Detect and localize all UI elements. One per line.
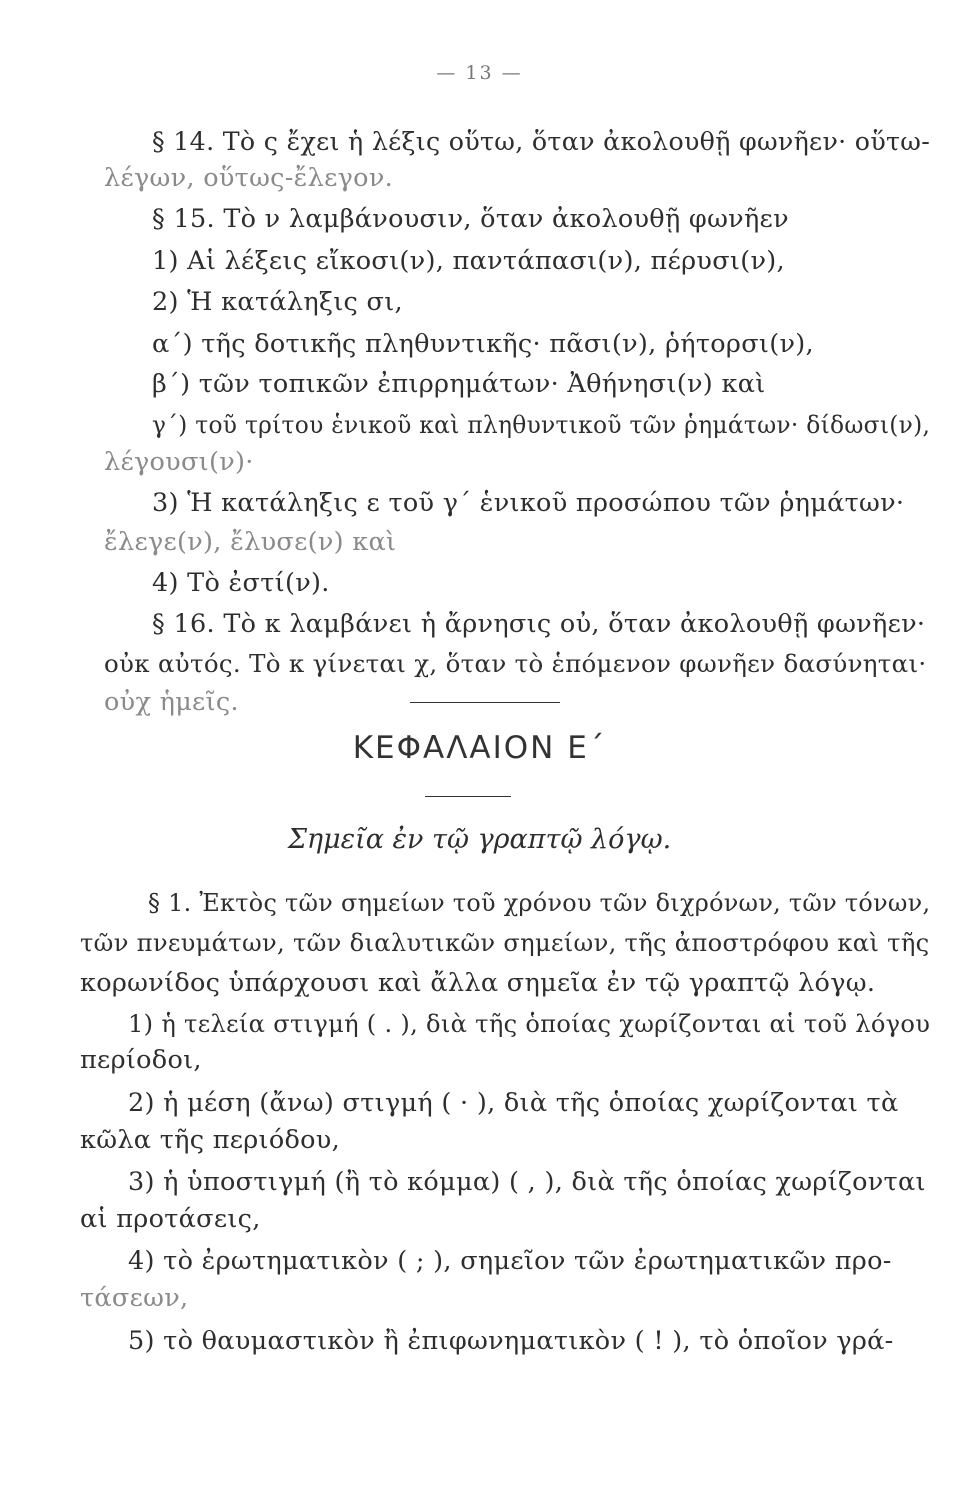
- paragraph-line: περίοδοι,: [80, 1045, 202, 1075]
- paragraph-line: γ΄) τοῦ τρίτου ἑνικοῦ καὶ πληθυντικοῦ τῶν ῥημάτων· δίδωσι(ν),: [152, 410, 931, 439]
- paragraph-line: κῶλα τῆς περιόδου,: [80, 1125, 341, 1155]
- paragraph-line: οὐχ ἡμεῖς.: [104, 687, 239, 717]
- paragraph-line: 3) Ἡ κατάληξις ε τοῦ γ΄ ἑνικοῦ προσώπου τῶν ῥημάτων·: [152, 488, 905, 518]
- paragraph-line: τῶν πνευμάτων, τῶν διαλυτικῶν σημείων, τῆς ἀποστρόφου καὶ τῆς: [80, 928, 930, 957]
- chapter-heading: ΚΕΦΑΛΑΙΟΝ Ε΄: [352, 730, 607, 766]
- paragraph-line: ἔλεγε(ν), ἔλυσε(ν) καὶ: [104, 527, 397, 557]
- paragraph-line: § 14. Τὸ ς ἔχει ἡ λέξις οὕτω, ὅταν ἀκολουθῇ φωνῆεν· οὕτω-: [152, 127, 931, 157]
- paragraph-line: 1) Αἱ λέξεις εἴκοσι(ν), παντάπασι(ν), πέρυσι(ν),: [152, 246, 785, 276]
- paragraph-line: κορωνίδος ὑπάρχουσι καὶ ἄλλα σημεῖα ἐν τῷ γραπτῷ λόγῳ.: [80, 968, 876, 998]
- paragraph-line: οὐκ αὐτός. Τὸ κ γίνεται χ, ὅταν τὸ ἑπόμενον φωνῆεν δασύνηται·: [104, 649, 927, 678]
- section-divider: [410, 702, 560, 703]
- chapter-underline: [425, 796, 511, 797]
- paragraph-line: 4) Τὸ ἐστί(ν).: [152, 568, 330, 598]
- paragraph-line: 3) ἡ ὑποστιγμή (ἢ τὸ κόμμα) ( , ), διὰ τῆς ὁποίας χωρίζονται: [128, 1167, 926, 1197]
- paragraph-line: § 1. Ἐκτὸς τῶν σημείων τοῦ χρόνου τῶν διχρόνων, τῶν τόνων,: [148, 888, 931, 917]
- paragraph-line: § 16. Τὸ κ λαμβάνει ἡ ἄρνησις οὐ, ὅταν ἀκολουθῇ φωνῆεν·: [152, 609, 926, 639]
- paragraph-line: λέγουσι(ν)·: [104, 447, 254, 477]
- chapter-subtitle: Σημεῖα ἐν τῷ γραπτῷ λόγῳ.: [287, 824, 672, 855]
- paragraph-line: τάσεων,: [80, 1283, 189, 1313]
- paragraph-line: β΄) τῶν τοπικῶν ἐπιρρημάτων· Ἀθήνησι(ν) καὶ: [152, 369, 766, 399]
- paragraph-line: 5) τὸ θαυμαστικὸν ἢ ἐπιφωνηματικὸν ( ! ), τὸ ὁποῖον γρά-: [128, 1326, 894, 1356]
- paragraph-line: 2) ἡ μέση (ἄνω) στιγμή ( · ), διὰ τῆς ὁποίας χωρίζονται τὰ: [128, 1088, 899, 1118]
- paragraph-line: λέγων, οὕτως-ἔλεγον.: [104, 163, 394, 193]
- paragraph-line: α΄) τῆς δοτικῆς πληθυντικῆς· πᾶσι(ν), ῥήτορσι(ν),: [152, 329, 814, 359]
- page-number: — 13 —: [436, 62, 523, 84]
- paragraph-line: 2) Ἡ κατάληξις σι,: [152, 287, 403, 317]
- paragraph-line: 4) τὸ ἐρωτηματικὸν ( ; ), σημεῖον τῶν ἐρωτηματικῶν προ-: [128, 1246, 892, 1276]
- paragraph-line: 1) ἡ τελεία στιγμή ( . ), διὰ τῆς ὁποίας χωρίζονται αἱ τοῦ λόγου: [128, 1009, 931, 1038]
- paragraph-line: § 15. Τὸ ν λαμβάνουσιν, ὅταν ἀκολουθῇ φωνῆεν: [152, 204, 789, 234]
- paragraph-line: αἱ προτάσεις,: [80, 1204, 261, 1234]
